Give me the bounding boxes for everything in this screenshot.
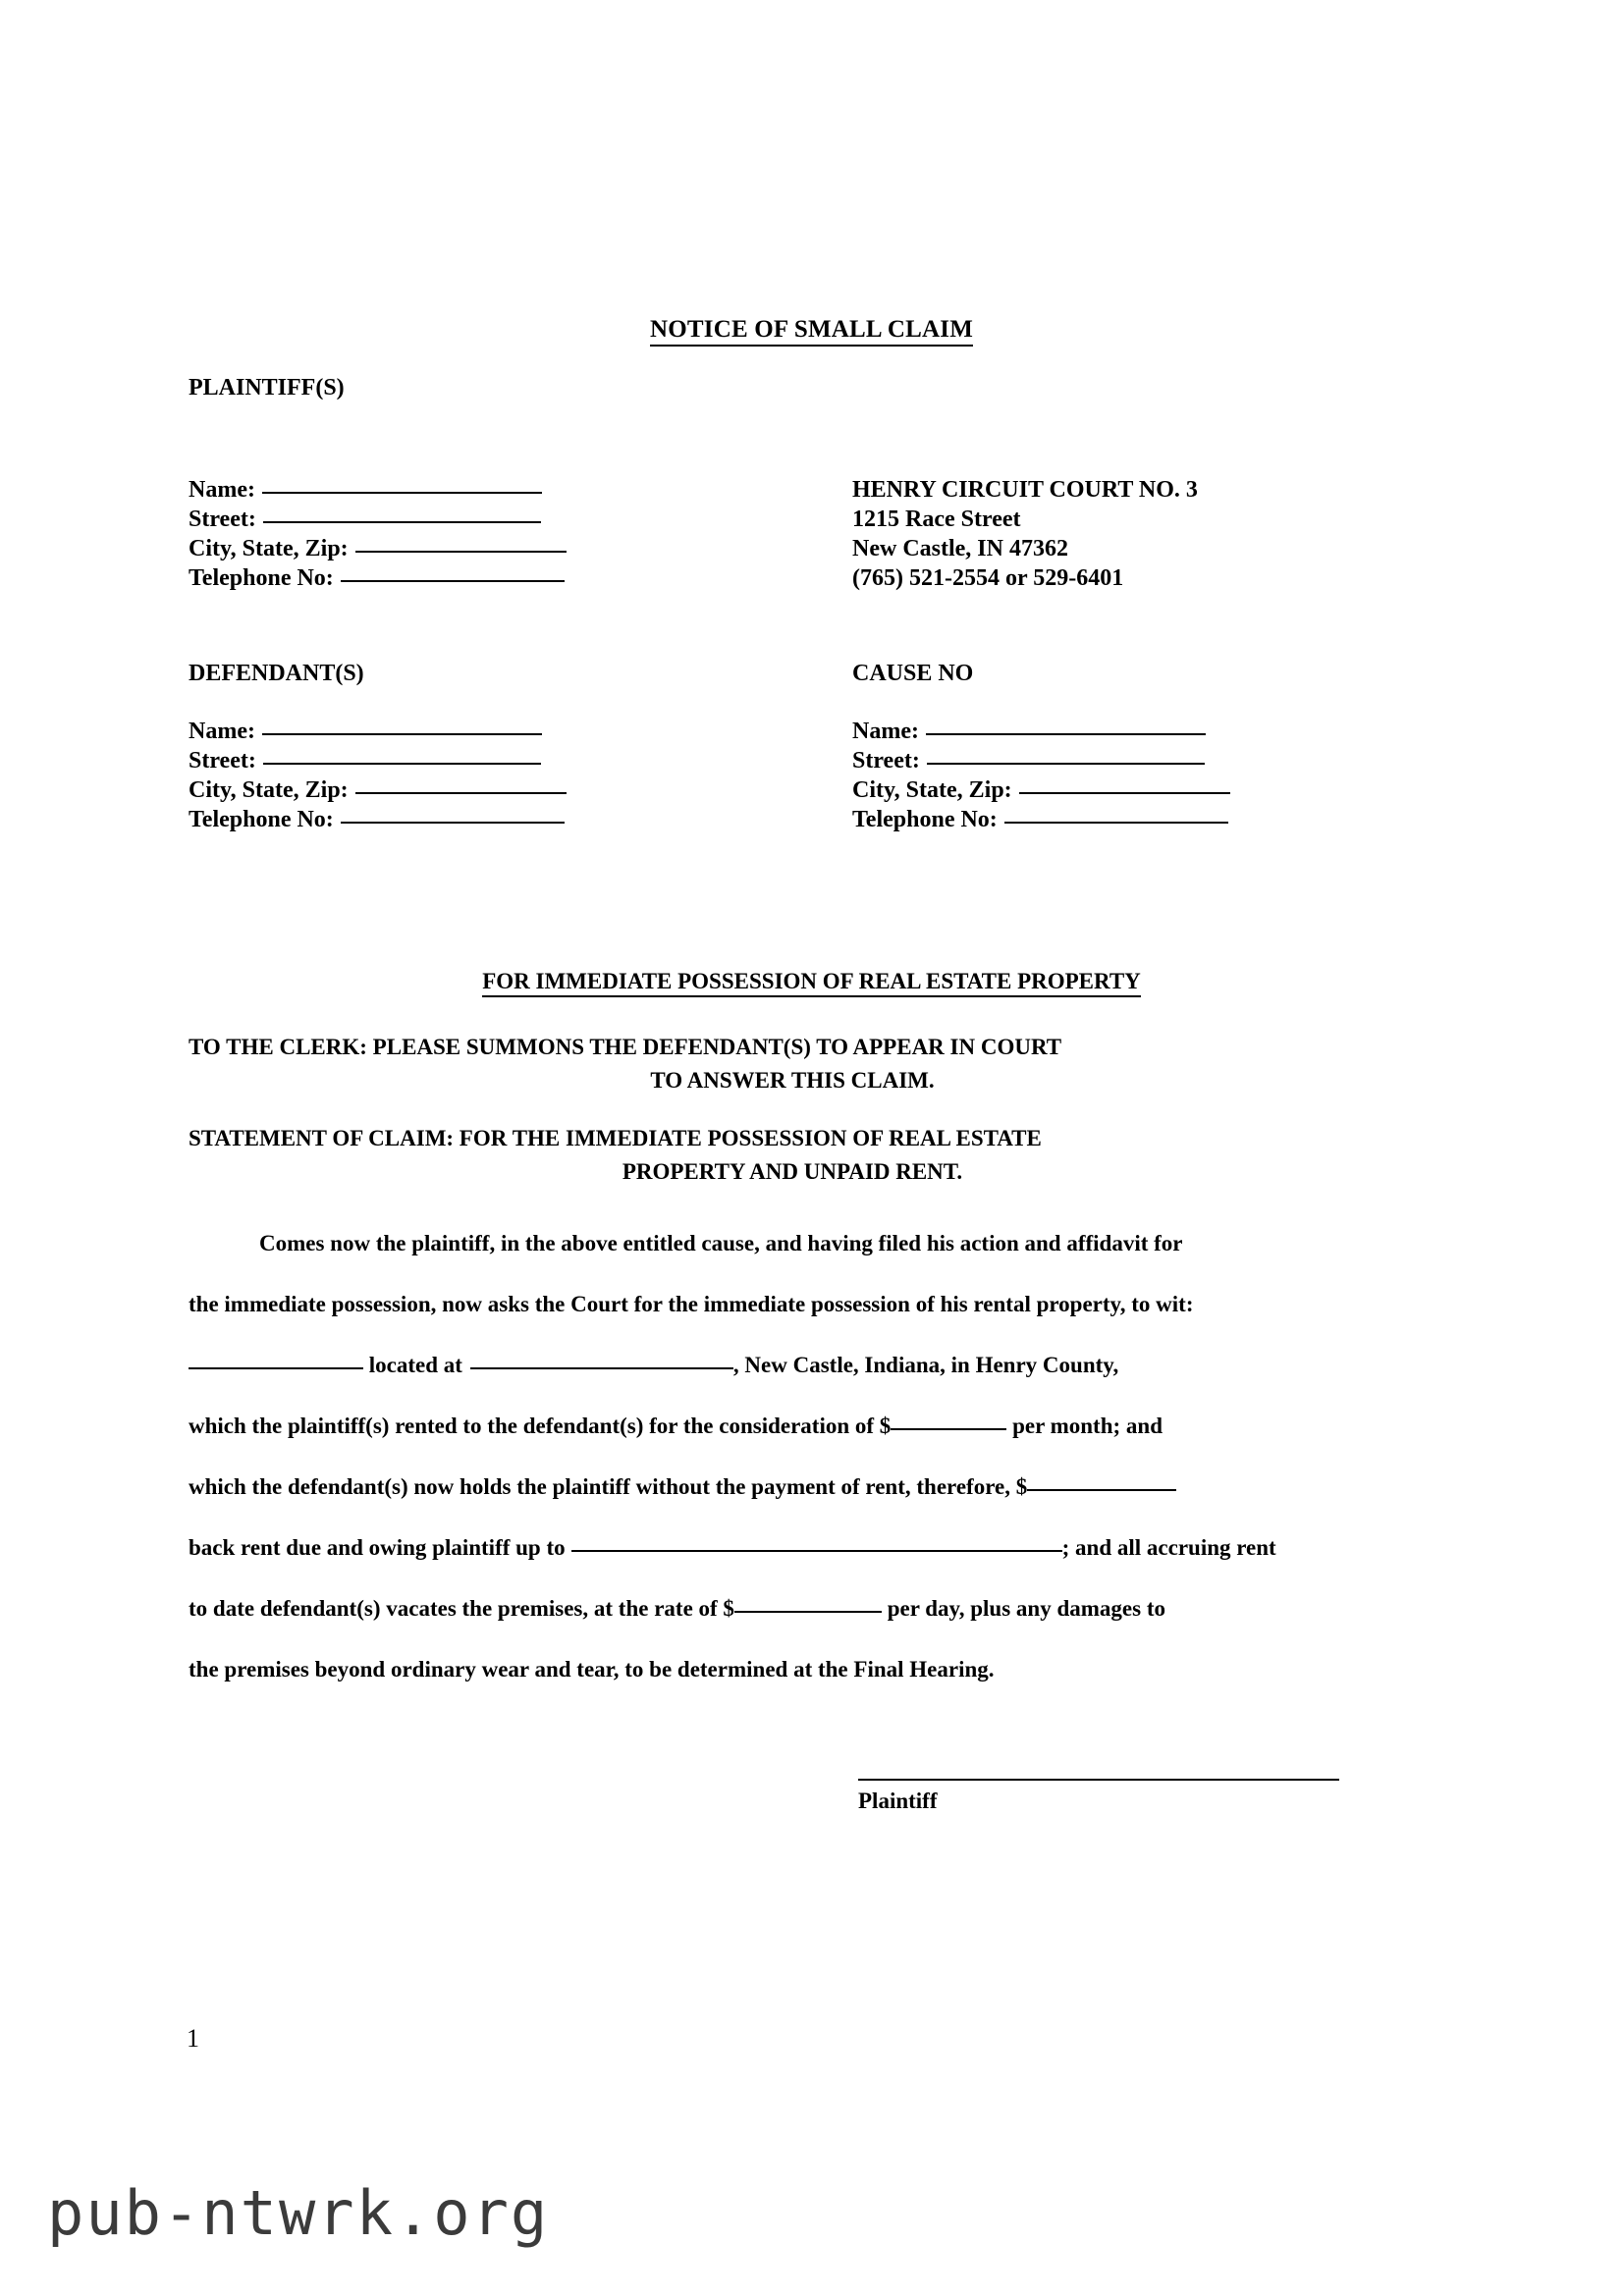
cause-phone-row bbox=[852, 805, 1230, 834]
plaintiff-city-label: City, State, Zip: bbox=[189, 536, 349, 561]
daily-rate-input[interactable] bbox=[734, 1611, 882, 1613]
clerk-instruction-line-2: TO ANSWER THIS CLAIM. bbox=[650, 1068, 935, 1093]
watermark: pub-ntwrk.org bbox=[47, 2177, 550, 2249]
signature-block bbox=[858, 1779, 1339, 1814]
claim-body-line-8-text: the premises beyond ordinary wear and tear, to be determined at the Final Hearing. bbox=[189, 1657, 995, 1682]
cause-city-input[interactable] bbox=[1019, 792, 1230, 794]
court-street: 1215 Race Street bbox=[852, 507, 1021, 532]
possession-heading bbox=[0, 969, 1623, 994]
per-day-label: per day, plus any damages to bbox=[887, 1596, 1165, 1621]
claim-body-line-1-text: Comes now the plaintiff, in the above entitled cause, and having filed his action and affidavit for bbox=[259, 1231, 1183, 1255]
located-at-label: located at bbox=[368, 1353, 462, 1377]
defendant-city-input[interactable] bbox=[355, 792, 567, 794]
property-description-input[interactable] bbox=[189, 1367, 363, 1369]
signature-line[interactable] bbox=[858, 1779, 1339, 1781]
cause-name-input[interactable] bbox=[926, 733, 1206, 735]
daily-rate-label: to date defendant(s) vacates the premises, at the rate of $ bbox=[189, 1596, 734, 1621]
statement-of-claim-line-2: PROPERTY AND UNPAID RENT. bbox=[622, 1159, 963, 1184]
defendant-name-label: Name: bbox=[189, 719, 255, 744]
per-month-label: per month; and bbox=[1012, 1414, 1163, 1438]
plaintiff-name-input[interactable] bbox=[262, 492, 542, 494]
claim-body-line-8 bbox=[189, 1639, 1455, 1700]
claim-body-line-3 bbox=[189, 1335, 1455, 1396]
clerk-instruction-line-1: TO THE CLERK: PLEASE SUMMONS THE DEFENDANT(S) TO APPEAR IN COURT bbox=[189, 1035, 1062, 1059]
back-rent-date-input[interactable] bbox=[571, 1550, 1062, 1552]
cause-city-label: City, State, Zip: bbox=[852, 777, 1012, 803]
claim-body-line-2-text: the immediate possession, now asks the Court for the immediate possession of his rental property, to wit: bbox=[189, 1292, 1194, 1316]
plaintiff-section-caption: PLAINTIFF(S) bbox=[189, 375, 345, 400]
defendant-street-row bbox=[189, 746, 567, 775]
clerk-instruction-heading bbox=[189, 1031, 1455, 1097]
total-due-label: which the defendant(s) now holds the plaintiff without the payment of rent, therefore, $ bbox=[189, 1474, 1028, 1499]
cause-name-label: Name: bbox=[852, 719, 919, 744]
court-phone: (765) 521-2554 or 529-6401 bbox=[852, 565, 1124, 591]
accruing-rent-label: ; and all accruing rent bbox=[1061, 1535, 1276, 1560]
claim-body-line-7 bbox=[189, 1578, 1455, 1639]
court-name: HENRY CIRCUIT COURT NO. 3 bbox=[852, 477, 1198, 503]
defendant-street-input[interactable] bbox=[263, 763, 541, 765]
court-address bbox=[852, 475, 1198, 593]
statement-of-claim-heading bbox=[189, 1122, 1455, 1189]
cause-fields bbox=[852, 717, 1230, 834]
plaintiff-city-row bbox=[189, 534, 567, 563]
statement-of-claim-line-1: STATEMENT OF CLAIM: FOR THE IMMEDIATE POSSESSION OF REAL ESTATE bbox=[189, 1126, 1042, 1150]
claim-body-line-1 bbox=[189, 1213, 1455, 1274]
monthly-rent-input[interactable] bbox=[891, 1428, 1006, 1430]
claim-body-line-6 bbox=[189, 1518, 1455, 1578]
claim-body-line-5 bbox=[189, 1457, 1455, 1518]
plaintiff-name-label: Name: bbox=[189, 477, 255, 503]
plaintiff-street-row bbox=[189, 505, 567, 534]
total-due-input[interactable] bbox=[1027, 1489, 1176, 1491]
claim-body-line-2 bbox=[189, 1274, 1455, 1335]
defendant-phone-row bbox=[189, 805, 567, 834]
plaintiff-phone-input[interactable] bbox=[341, 580, 565, 582]
plaintiff-street-input[interactable] bbox=[263, 521, 541, 523]
defendant-city-label: City, State, Zip: bbox=[189, 777, 349, 803]
signature-label: Plaintiff bbox=[858, 1789, 938, 1813]
defendant-city-row bbox=[189, 775, 567, 805]
city-county-text: , New Castle, Indiana, in Henry County, bbox=[732, 1353, 1119, 1377]
plaintiff-street-label: Street: bbox=[189, 507, 256, 532]
possession-heading-text: FOR IMMEDIATE POSSESSION OF REAL ESTATE PROPERTY bbox=[482, 969, 1141, 997]
defendant-name-row bbox=[189, 717, 567, 746]
page-number: 1 bbox=[187, 2024, 199, 2053]
cause-no-caption: CAUSE NO bbox=[852, 661, 974, 686]
cause-street-label: Street: bbox=[852, 748, 920, 774]
plaintiff-phone-row bbox=[189, 563, 567, 593]
cause-city-row bbox=[852, 775, 1230, 805]
cause-street-input[interactable] bbox=[927, 763, 1205, 765]
plaintiff-phone-label: Telephone No: bbox=[189, 565, 334, 591]
cause-phone-input[interactable] bbox=[1004, 822, 1228, 824]
defendant-fields bbox=[189, 717, 567, 834]
monthly-rent-label: which the plaintiff(s) rented to the defendant(s) for the consideration of $ bbox=[189, 1414, 892, 1438]
cause-street-row bbox=[852, 746, 1230, 775]
defendant-section-caption: DEFENDANT(S) bbox=[189, 661, 364, 686]
cause-phone-label: Telephone No: bbox=[852, 807, 998, 832]
property-address-input[interactable] bbox=[470, 1367, 733, 1369]
defendant-phone-input[interactable] bbox=[341, 822, 565, 824]
defendant-name-input[interactable] bbox=[262, 733, 542, 735]
cause-name-row bbox=[852, 717, 1230, 746]
court-city-state-zip: New Castle, IN 47362 bbox=[852, 536, 1068, 561]
page-title-text: NOTICE OF SMALL CLAIM bbox=[650, 316, 973, 347]
plaintiff-city-input[interactable] bbox=[355, 551, 567, 553]
back-rent-label: back rent due and owing plaintiff up to bbox=[189, 1535, 566, 1560]
defendant-street-label: Street: bbox=[189, 748, 256, 774]
claim-body-line-4 bbox=[189, 1396, 1455, 1457]
defendant-phone-label: Telephone No: bbox=[189, 807, 334, 832]
plaintiff-name-row bbox=[189, 475, 567, 505]
claim-body bbox=[189, 1213, 1455, 1700]
plaintiff-fields bbox=[189, 475, 567, 593]
page-title bbox=[0, 316, 1623, 344]
